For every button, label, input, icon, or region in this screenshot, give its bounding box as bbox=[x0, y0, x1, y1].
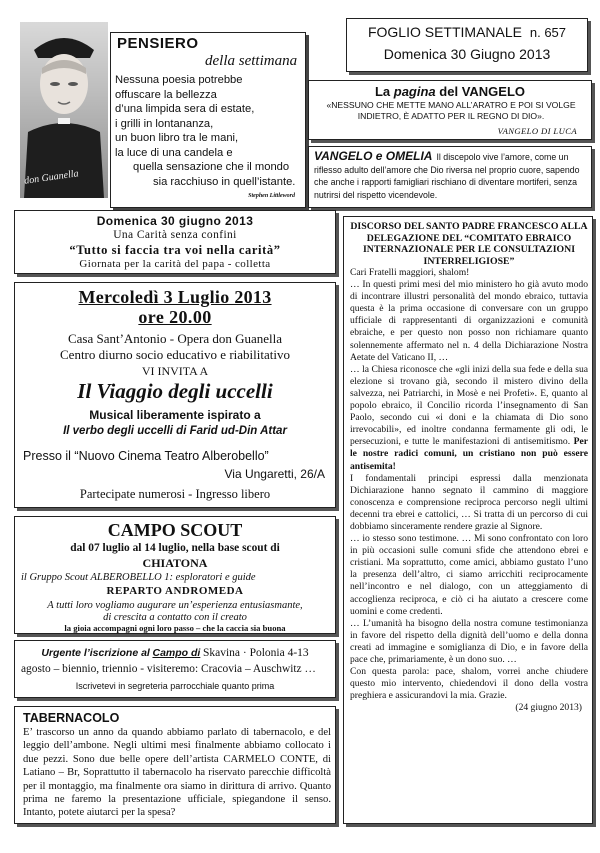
discorso-paragraph: Con questa parola: pace, shalom, vorrei anche chiudere questo mio intervento, chiedendovi il dono della vostra preghiera e assicurandovi la mia. Grazie. bbox=[350, 666, 588, 702]
vangelo-heading-pagina: pagina bbox=[393, 84, 436, 99]
discorso-paragraph: I fondamentali principi espressi dalla menzionata Dichiarazione hanno segnato il cammino di maggiore conoscenza e comprensione reciproca percorso negli ultimi decenni tra ebrei e cattolici, … Si tratta di un percorso di cui dobbiamo sinceramente rendere grazie al Signore. bbox=[350, 472, 588, 532]
discorso-paragraph-2 bbox=[350, 364, 588, 473]
evento-address: Via Ungaretti, 26/A bbox=[224, 467, 325, 481]
discorso-box bbox=[343, 216, 593, 824]
omelia-box bbox=[308, 146, 592, 208]
poem-line: un buon libro tra le mani, bbox=[115, 132, 239, 144]
vangelo-heading-la: La bbox=[374, 84, 391, 99]
skavina-urgent: Urgente l’iscrizione al bbox=[41, 647, 150, 659]
pensiero-poem bbox=[115, 73, 303, 189]
discorso-paragraph-text: … la Chiesa riconosce che «gli inizi della sua fede e della sua elezione si trovano già, secondo il mistero divino della salvezza, nei Patriarchi, in Mosè e nei Profeti». E, quanto al popolo ebraico, il Concilio ricorda l’insegnamento di San Paolo, secondo cui «i doni e la chiamata di Dio sono irrevocabili», ed inoltre condanna fermamente gli odi, le persecuzioni, e tutte le manifestazioni di antisemitismo. bbox=[350, 363, 588, 448]
skavina-line2: agosto – biennio, triennio - visiteremo: Cracovia – Auschwitz … bbox=[21, 663, 316, 675]
skavina-line3: Iscrivetevi in segreteria parrocchiale quanto prima bbox=[75, 681, 275, 691]
evento-presso: Presso il “Nuovo Cinema Teatro Alberobello” bbox=[23, 449, 269, 463]
campo-title: CAMPO SCOUT bbox=[107, 520, 243, 540]
pensiero-section bbox=[14, 12, 306, 210]
carita-line3: Giornata per la carità del papa - colletta bbox=[79, 258, 271, 270]
poem-line: d’una limpida sera di estate, bbox=[115, 103, 255, 115]
evento-musical: Musical liberamente ispirato a bbox=[89, 408, 261, 422]
tabernacolo-title: TABERNACOLO bbox=[23, 711, 120, 725]
campo-place: CHIATONA bbox=[142, 556, 208, 570]
masthead-title: FOGLIO SETTIMANALE bbox=[367, 24, 522, 40]
discorso-paragraph: … io stesso sono testimone. … Mi sono confrontato con loro in più occasioni sulle comuni sfide che attendono ebrei e cristiani. Ma soprattutto, come amici, abbiamo gustato l’uno la presenza dell’altro, ci siamo arricchiti reciprocamente nell’incontro e nel dialogo, con un atteggiamento di accoglienza reciproca, e ciò ci ha aiutato a crescere come uomini e come credenti. bbox=[350, 533, 588, 617]
evento-place1: Casa Sant’Antonio - Opera don Guanella bbox=[67, 331, 283, 346]
tabernacolo-box bbox=[14, 706, 336, 824]
skavina-campo: Campo di bbox=[152, 647, 201, 659]
campo-reparto: REPARTO ANDROMEDA bbox=[106, 585, 244, 597]
evento-time: ore 20.00 bbox=[138, 307, 212, 327]
poem-line: i grilli in lontananza, bbox=[115, 117, 214, 130]
discorso-body bbox=[350, 267, 588, 714]
vangelo-quote: «NESSUNO CHE METTE MANO ALL’ARATRO E POI SI VOLGE INDIETRO, È ADATTO PER IL REGNO DI DIO». bbox=[326, 100, 576, 121]
vangelo-heading-rest: del VANGELO bbox=[439, 84, 526, 99]
vangelo-heading bbox=[309, 84, 591, 99]
poem-line: offuscare la bellezza bbox=[115, 88, 217, 101]
campo-wish3: la gioia accompagni ogni loro passo – che la caccia sia buona bbox=[64, 623, 286, 633]
carita-quote: “Tutto si faccia tra voi nella carità” bbox=[69, 243, 281, 257]
vangelo-source: VANGELO DI LUCA bbox=[497, 126, 577, 136]
masthead-box bbox=[346, 18, 588, 72]
discorso-paragraph: … L’umanità ha bisogno della nostra comune testimonianza in favore del rispetto della dignità dell’uomo e della donna creati ad immagine e somiglianza di Dio, e in favore della pace che, primariamente, è un dono suo. … bbox=[350, 617, 588, 665]
evento-box bbox=[14, 282, 336, 508]
evento-footer: Partecipate numerosi - Ingresso libero bbox=[79, 487, 271, 501]
discorso-paragraph: … In questi primi mesi del mio ministero ho già avuto modo di incontrare illustri personalità del mondo ebraico, tuttavia questa è la prima occasione di conversare con un gruppo ufficiale di rappresentanti di organizzazioni e comunità ebraiche, e per questo non posso non richiamare quanto solennemente affermato nel n. 4 della Dichiarazione Nostra Aetate del Vaticano II, … bbox=[350, 279, 588, 363]
pensiero-author: Stephen Littleword bbox=[248, 193, 295, 199]
poem-line: la luce di una candela e bbox=[115, 146, 233, 159]
skavina-line1 bbox=[15, 647, 335, 659]
evento-date: Mercoledì 3 Luglio 2013 bbox=[78, 287, 272, 307]
issue-date: Domenica 30 Giugno 2013 bbox=[383, 46, 551, 62]
issue-number: n. 657 bbox=[529, 25, 567, 40]
pensiero-title: PENSIERO bbox=[117, 35, 199, 52]
campo-dates: dal 07 luglio al 14 luglio, nella base scout di bbox=[70, 542, 280, 554]
campo-wish2: di crescita a contatto con il creato bbox=[103, 612, 247, 623]
skavina-box bbox=[14, 640, 336, 698]
carita-date: Domenica 30 giugno 2013 bbox=[96, 214, 254, 228]
campo-group: il Gruppo Scout ALBEROBELLO 1: esploratori e guide bbox=[21, 572, 256, 583]
poem-line: sia racchiuso in quell’istante. bbox=[153, 175, 296, 188]
portrait-photo bbox=[20, 22, 108, 198]
campo-box bbox=[14, 516, 336, 634]
evento-book: Il verbo degli uccelli di Farid ud-Din Attar bbox=[63, 425, 287, 437]
evento-place2: Centro diurno socio educativo e riabilitativo bbox=[60, 347, 290, 362]
omelia-content bbox=[314, 150, 588, 201]
discorso-title: DISCORSO DEL SANTO PADRE FRANCESCO ALLA DELEGAZIONE DEL “COMITATO EBRAICO INTERNAZIONALE PER LE CONSULTAZIONI INTERRELIGIOSE” bbox=[350, 221, 588, 267]
discorso-date: (24 giugno 2013) bbox=[515, 702, 582, 714]
signature: don Guanella bbox=[23, 168, 80, 187]
carita-box bbox=[14, 210, 336, 274]
discorso-highlight: Per le nostre radici comuni, un cristiano non può essere antisemita! bbox=[350, 436, 588, 472]
vangelo-box bbox=[308, 80, 592, 140]
carita-line1: Una Carità senza confini bbox=[113, 229, 237, 241]
poem-line: Nessuna poesia potrebbe bbox=[115, 74, 243, 86]
evento-show-title: Il Viaggio degli uccelli bbox=[77, 379, 273, 403]
pensiero-box bbox=[110, 32, 306, 208]
poem-line: quella sensazione che il mondo bbox=[133, 161, 290, 173]
omelia-text: Il discepolo vive l’amore, come un riflesso adulto dell’amore che Dio riversa nel proprio cuore, sapendo che anche i rapporti famigliari rischiano di diventare mortiferi, senza nutrirsi del rispetto vicendevole. bbox=[314, 152, 580, 200]
evento-invite: VI INVITA A bbox=[141, 364, 209, 378]
tabernacolo-text: E’ trascorso un anno da quando abbiamo parlato di tabernacolo, e del leggio dell’ambone. Negli ultimi mesi finalmente abbiamo collocato i due pezzi. Sono due belle opere dell’artista CARMELO CONTE, di Latiano – Br, Soprattutto il tabernacolo ha riservato parecchie difficoltà per il montaggio, ma finalmente ora siamo in dirittura di arrivo. Quanto prima ne faremo la presentazione ufficiale, spiegandone il senso. Intanto, potete aiutarci per la spesa? bbox=[23, 727, 331, 819]
omelia-title: VANGELO e OMELIA bbox=[314, 149, 433, 163]
campo-wish1: A tutti loro vogliamo augurare un’esperienza entusiasmante, bbox=[47, 600, 303, 611]
skavina-place: Skavina · Polonia 4-13 bbox=[202, 647, 309, 659]
masthead-title-row bbox=[347, 24, 587, 40]
pensiero-subtitle: della settimana bbox=[205, 53, 298, 69]
discorso-greeting: Cari Fratelli maggiori, shalom! bbox=[350, 267, 470, 278]
